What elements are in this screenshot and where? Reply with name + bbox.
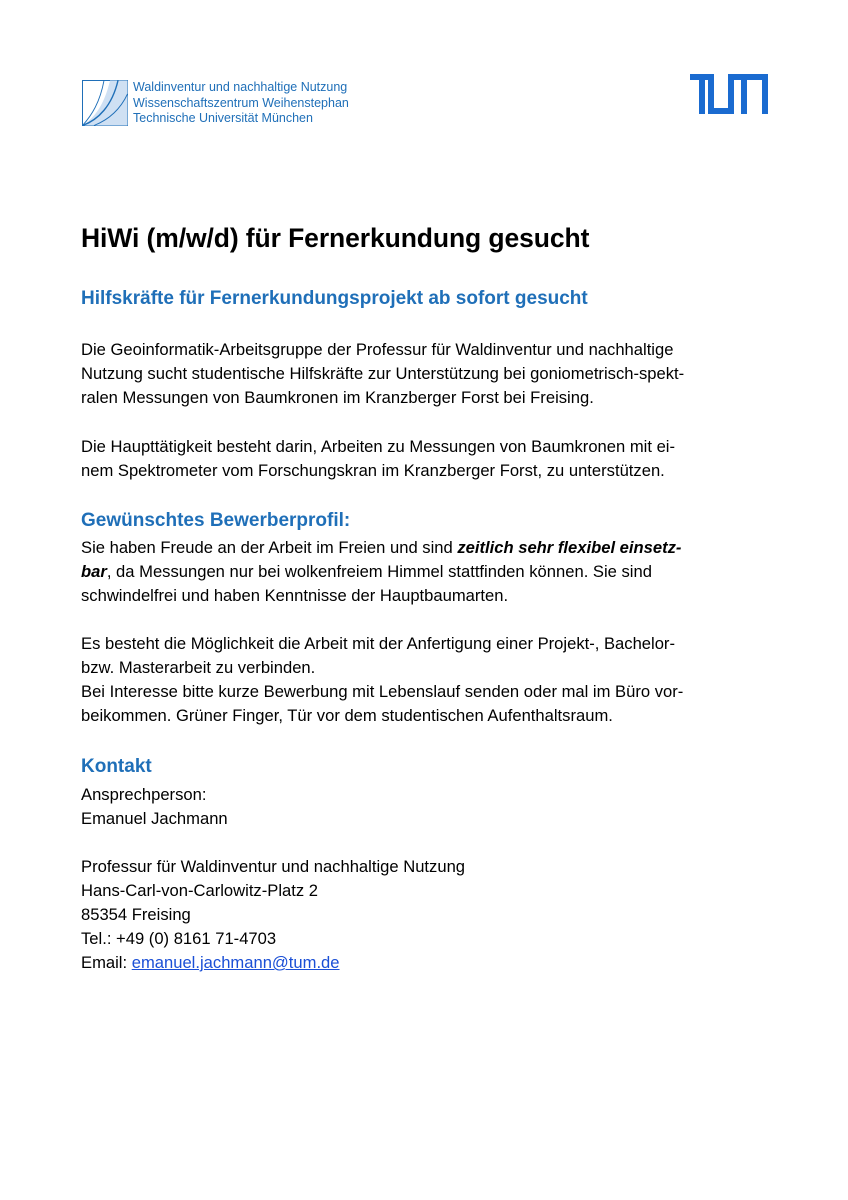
text-line: beikommen. Grüner Finger, Tür vor dem studentischen Aufenthaltsraum. [81, 706, 613, 725]
institute-name-block [133, 80, 349, 127]
text-line [81, 560, 761, 584]
text-fragment: Sie haben Freude an der Arbeit im Freien und sind [81, 538, 458, 557]
text-line: schwindelfrei und haben Kenntnisse der Hauptbaumarten. [81, 586, 509, 605]
text-line: Die Geoinformatik-Arbeitsgruppe der Professur für Waldinventur und nachhaltige [81, 340, 674, 359]
intro-paragraph [81, 338, 761, 410]
page-subtitle: Hilfskräfte für Fernerkundungsprojekt ab sofort gesucht [81, 288, 588, 309]
phone-line: Tel.: +49 (0) 8161 71-4703 [81, 929, 277, 948]
profile-paragraph [81, 536, 761, 608]
institute-line: Technische Universität München [133, 111, 313, 125]
institute-line: Waldinventur und nachhaltige Nutzung [133, 80, 348, 94]
email-line [81, 951, 761, 975]
contact-name: Emanuel Jachmann [81, 809, 228, 828]
emphasis-text: bar [81, 562, 107, 581]
page-title: HiWi (m/w/d) für Fernerkundung gesucht [81, 223, 590, 253]
contact-person [81, 783, 761, 831]
institute-line: Wissenschaftszentrum Weihenstephan [133, 95, 349, 110]
text-line: ralen Messungen von Baumkronen im Kranzberger Forst bei Freising. [81, 388, 594, 407]
text-line: bzw. Masterarbeit zu verbinden. [81, 658, 316, 677]
text-line: Die Haupttätigkeit besteht darin, Arbeiten zu Messungen von Baumkronen mit ei- [81, 437, 676, 456]
contact-heading: Kontakt [81, 756, 152, 777]
tum-logo-icon [690, 74, 768, 114]
text-line: nem Spektrometer vom Forschungskran im Kranzberger Forst, zu unterstützen. [81, 461, 665, 480]
opportunity-paragraph [81, 632, 761, 728]
text-line: Nutzung sucht studentische Hilfskräfte zur Unterstützung bei goniometrisch-spekt- [81, 364, 685, 383]
text-fragment: , da Messungen nur bei wolkenfreiem Himmel stattfinden können. Sie sind [106, 562, 652, 581]
emphasis-text: zeitlich sehr flexibel einsetz- [457, 538, 682, 557]
email-label: Email: [81, 953, 132, 972]
address-line: Hans-Carl-von-Carlowitz-Platz 2 [81, 881, 318, 900]
email-link[interactable]: emanuel.jachmann@tum.de [131, 953, 340, 972]
contact-address [81, 855, 761, 975]
text-line: Es besteht die Möglichkeit die Arbeit mit der Anfertigung einer Projekt-, Bachelor- [81, 634, 675, 653]
text-line: Bei Interesse bitte kurze Bewerbung mit Lebenslauf senden oder mal im Büro vor- [81, 682, 684, 701]
contact-label: Ansprechperson: [81, 785, 207, 804]
text-line [81, 536, 761, 560]
profile-heading: Gewünschtes Bewerberprofil: [81, 510, 351, 531]
waldinventur-logo-icon [82, 80, 128, 126]
address-line: Professur für Waldinventur und nachhaltige Nutzung [81, 857, 466, 876]
task-paragraph [81, 435, 761, 483]
address-line: 85354 Freising [81, 905, 191, 924]
